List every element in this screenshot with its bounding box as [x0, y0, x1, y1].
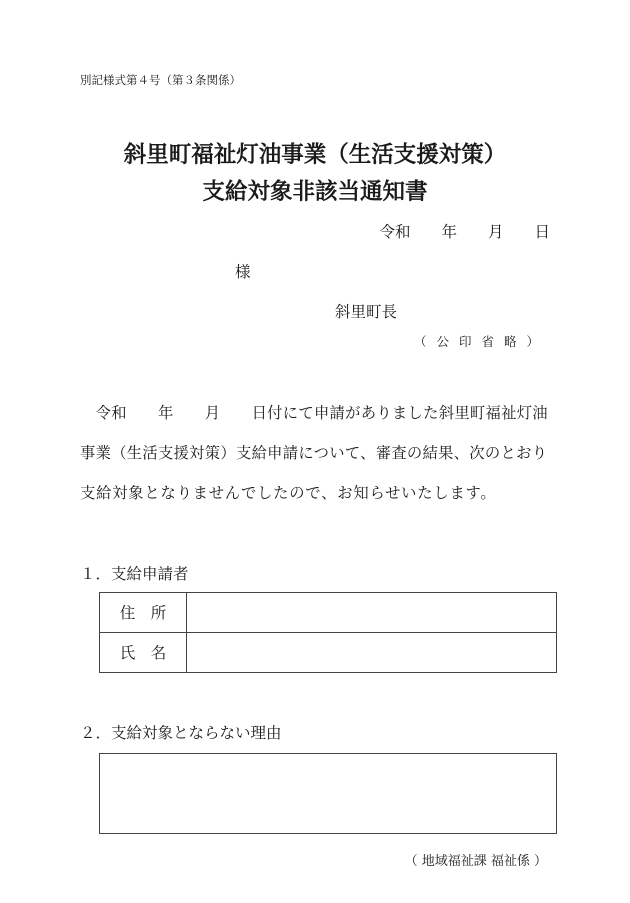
- name-value-cell: [187, 633, 556, 672]
- contact-department: （ 地域福祉課 福祉係 ）: [404, 854, 547, 869]
- reason-box: [99, 753, 557, 834]
- body-text-line: 事業（生活支援対策）支給申請について、審査の結果、次のとおり: [80, 444, 548, 462]
- seal-omitted-note: （公印省略）: [414, 334, 550, 349]
- form-reference: 別記様式第４号（第３条関係）: [80, 73, 241, 87]
- document-title-line-2: 支給対象非該当通知書: [202, 179, 428, 205]
- name-label: 氏 名: [100, 633, 187, 672]
- sender-name: 斜里町長: [335, 303, 398, 321]
- address-label: 住 所: [100, 593, 187, 632]
- name-row: [100, 632, 556, 672]
- addressee-suffix: 様: [235, 263, 251, 281]
- date-line: 令和 年 月 日: [379, 223, 550, 241]
- section-heading-applicant: １．支給申請者: [80, 565, 189, 583]
- address-value-cell: [187, 593, 556, 632]
- body-text-line: 令和 年 月 日付にて申請がありました斜里町福祉灯油: [95, 404, 548, 422]
- section-heading-reason: ２．支給対象とならない理由: [80, 724, 282, 742]
- body-text-line: 支給対象となりませんでしたので、お知らせいたします。: [80, 484, 497, 502]
- applicant-table: [99, 592, 557, 673]
- document-title-line-1: 斜里町福祉灯油事業（生活支援対策）: [123, 142, 507, 168]
- address-row: [100, 593, 556, 632]
